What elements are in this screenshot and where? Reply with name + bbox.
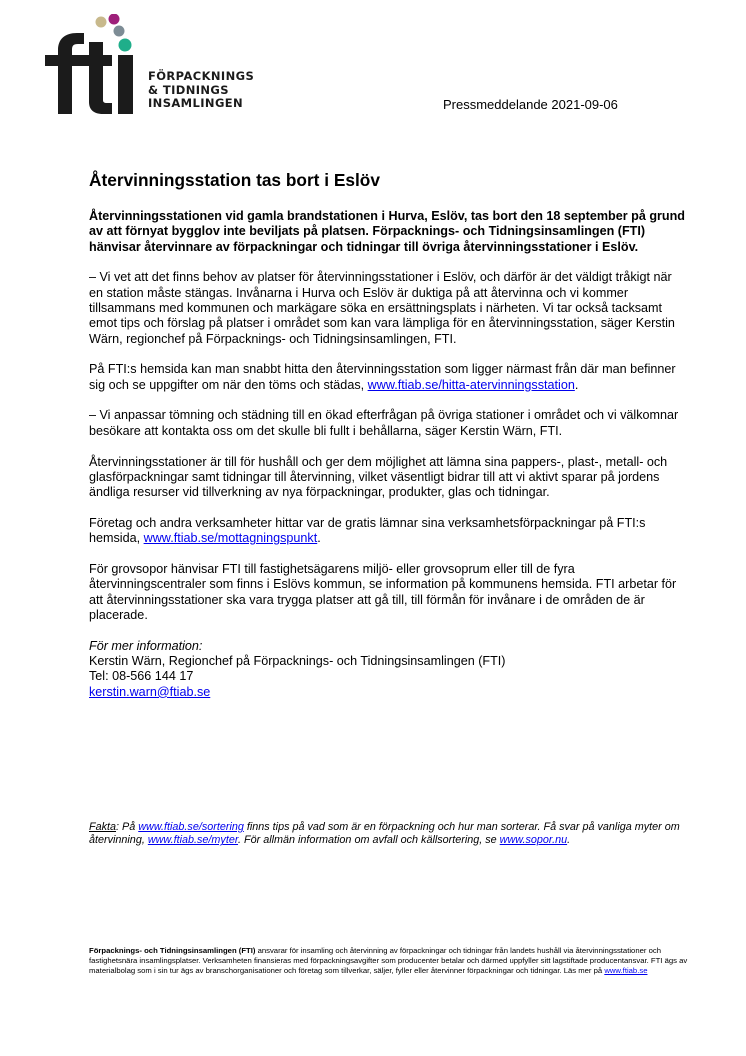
logo-line-1: FÖRPACKNINGS [148,69,255,83]
contact-email-link[interactable]: kerstin.warn@ftiab.se [89,684,211,699]
logo-dot-green [119,39,132,52]
article-paragraph-2 [89,362,689,393]
logo-dot-beige [96,17,107,28]
press-release-date: Pressmeddelande 2021-09-06 [443,97,618,112]
paragraph-5-end: . [317,531,321,546]
logo-letter-f [45,33,84,114]
contact-name: Kerstin Wärn, Regionchef på Förpacknings- och Tidningsinsamlingen (FTI) [89,654,506,669]
link-sortering[interactable]: www.ftiab.se/sortering [138,821,244,833]
contact-heading [89,639,689,654]
logo-dot-purple [109,14,120,25]
logo-text [148,70,254,111]
paragraph-5-text: Företag och andra verksamheter hittar var de gratis lämnar sina verksamhetsförpackningar på FTI:s hemsida, [89,515,646,546]
fakta-text-4: . [567,834,571,847]
paragraph-2-end: . [574,377,579,392]
article-paragraph-1: – Vi vet att det finns behov av platser för återvinningsstationer i Eslöv, och därför är det väldigt tråkigt när en station måste stängas. Invånarna i Hurva och Eslöv är duktiga på att återvinna och vi kommer tillsammans med kommunen och markägare söka en ersättningsplats i närheten. Vi tar också tacksamt emot tips och förslag på platser i området som kan vara lämpliga för en återvinningsstation, säger Kerstin Wärn, regionchef på Förpacknings- och Tidningsinsamlingen, FTI. [89,270,675,346]
article-title: Återvinningsstation tas bort i Eslöv [89,170,380,190]
article-lead: Återvinningsstationen vid gamla brandstationen i Hurva, Eslöv, tas bort den 18 september på grund av att förnyat bygglov inte beviljats på platsen. Förpacknings- och Tidningsinsamlingen (FTI) hänvisar återvinnare av förpackningar och tidningar till övriga återvinningsstationer i Eslöv. [89,209,685,254]
fakta-text-1: : På [116,821,139,833]
article-paragraph-3: – Vi anpassar tömning och städning till en ökad efterfrågan på övriga stationer i området och vi välkomnar besökare att kontakta oss om det skulle bli fullt i behållarna, säger Kerstin Wärn, FTI. [89,408,679,438]
article-paragraph-5 [89,516,689,547]
fti-logo-graphic [40,14,150,120]
logo-line-2: & TIDNINGS [148,82,229,97]
logo-letter-i [118,55,133,114]
article [89,170,689,700]
fakta-text-2: finns tips på vad som är en förpackning och hur man sorterar. Få svar på vanliga myter om återvinning, [89,821,680,847]
contact-tel: Tel: 08-566 144 17 [89,669,194,684]
footer-note [89,946,689,975]
link-myter[interactable]: www.ftiab.se/myter [147,834,239,847]
contact-heading-text: För mer information: [89,638,203,653]
fti-logo [40,14,260,120]
fakta-text-3: . För allmän information om avfall och källsortering, se [238,834,500,847]
fakta-label: Fakta [89,821,117,833]
fakta-note [89,821,689,848]
link-sopor[interactable]: www.sopor.nu [499,834,568,847]
link-hitta-atervinningsstation[interactable]: www.ftiab.se/hitta-atervinningsstation [367,377,575,392]
article-paragraph-6: För grovsopor hänvisar FTI till fastighetsägarens miljö- eller grovsoprum eller till de fyra återvinningscentraler som finns i Eslövs kommun, se information på kommunens hemsida. FTI arbetar för att återvinningsstationer ska vara trygga platser att gå till, till förmån för invånare i de områden de är placerade. [89,562,677,622]
logo-letter-t [83,42,112,114]
logo-dot-grey [114,26,125,37]
article-paragraph-4: Återvinningsstationer är till för hushåll och ger dem möjlighet att lämna sina pappers-, plast-, metall- och glasförpackningar samt tidningar till återvinning, vilket väsentligt bidrar till att vi aktivt sparar på jordens ändliga resurser vid tillverkning av nya förpackningar, produkter, glas och tidningar. [89,454,668,500]
link-mottagningspunkt[interactable]: www.ftiab.se/mottagningspunkt [143,531,318,546]
footer-link-ftiab[interactable]: www.ftiab.se [604,965,648,975]
logo-line-3: INSAMLINGEN [148,96,244,110]
contact-block [89,639,689,700]
paragraph-2-text: På FTI:s hemsida kan man snabbt hitta den återvinningsstation som ligger närmast från där man befinner sig och se uppgifter om när den töms och städas, [89,362,676,392]
footer-text: ansvarar för insamling och återvinning av förpackningar och tidningar från landets hushåll via återvinningsstationer och fastighetsnära insamlingsplatser. Verksamheten finansieras med förpackningsavgifter som producenter betalar och därmed uppfyller sitt lagstiftade producentansvar. FTI ägs av materialbolag som i sin tur ägs av branschorganisationer och företag som tillverkar, säljer, fyller eller återvinner förpackningar och tidningar. Läs mer på [89,946,688,975]
footer-org: Förpacknings- och Tidningsinsamlingen (FTI) [89,946,256,955]
